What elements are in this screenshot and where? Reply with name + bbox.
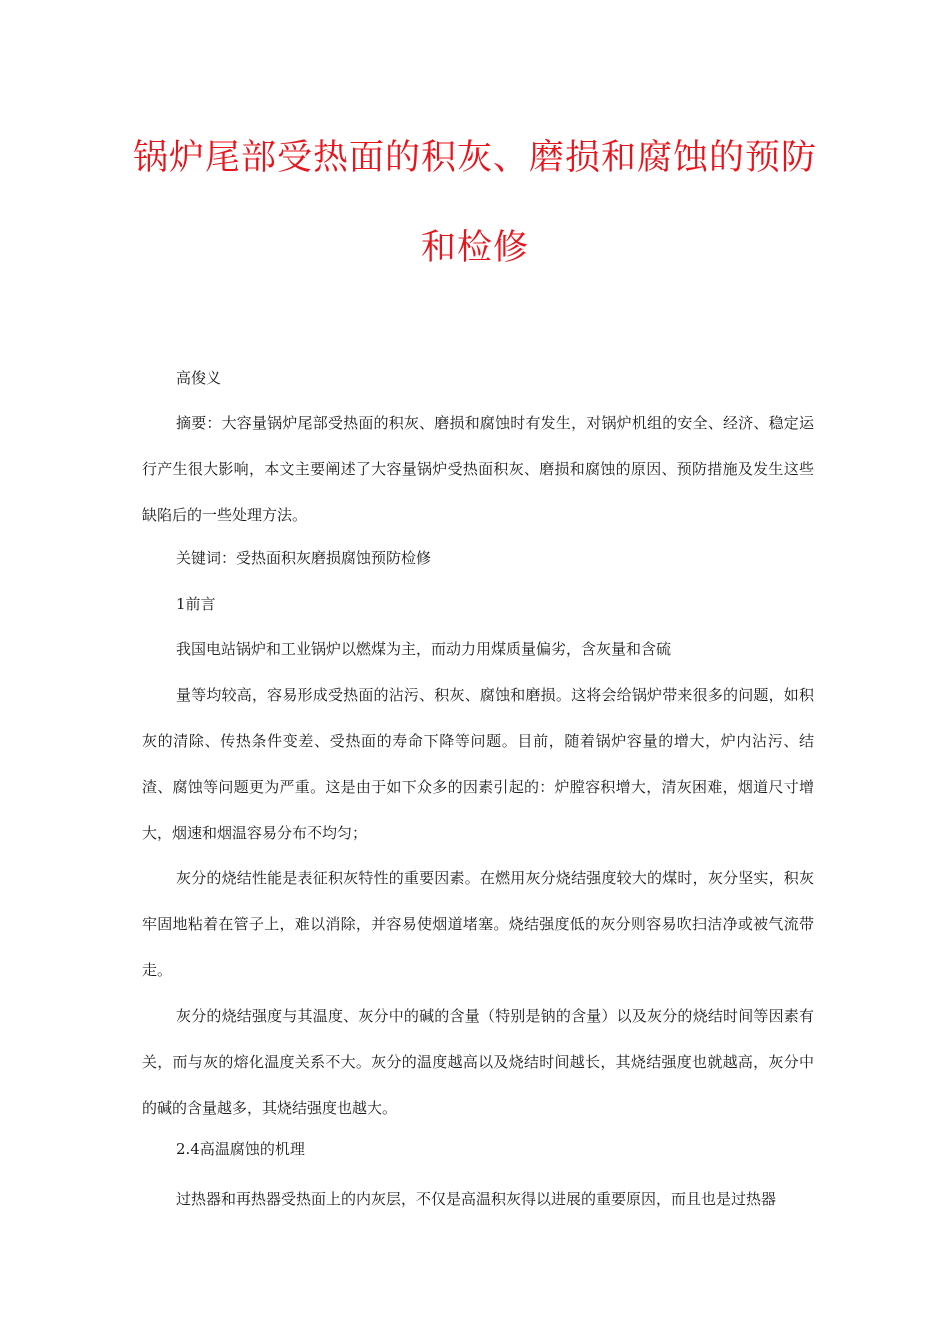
abstract-paragraph: 摘要：大容量锅炉尾部受热面的积灰、磨损和腐蚀时有发生，对锅炉机组的安全、经济、稳定运行产生很大影响，本文主要阐述了大容量锅炉受热面积灰、磨损和腐蚀的原因、预防措施及发生这些缺陷后的一些处理方法。 xyxy=(142,414,814,524)
section-heading-preface: 1前言 xyxy=(176,595,216,613)
intro-first-line: 我国电站锅炉和工业锅炉以燃煤为主，而动力用煤质量偏劣，含灰量和含硫 xyxy=(176,640,672,658)
section-heading-high-temp-corrosion: 2.4高温腐蚀的机理 xyxy=(176,1140,305,1158)
document-title-line1: 锅炉尾部受热面的积灰、磨损和腐蚀的预防 xyxy=(132,138,817,178)
document-title-line2: 和检修 xyxy=(420,228,529,268)
author-name: 高俊义 xyxy=(176,369,222,387)
keywords-line: 关键词：受热面积灰磨损腐蚀预防检修 xyxy=(176,549,432,567)
sinter-paragraph-2: 灰分的烧结强度与其温度、灰分中的碱的含量（特别是钠的含量）以及灰分的烧结时间等因素有关，而与灰的熔化温度关系不大。灰分的温度越高以及烧结时间越长，其烧结强度也就越高，灰分中的碱的含量越多，其烧结强度也越大。 xyxy=(142,1007,814,1117)
last-paragraph: 过热器和再热器受热面上的内灰层，不仅是高温积灰得以进展的重要原因，而且也是过热器 xyxy=(176,1190,777,1208)
intro-paragraph: 量等均较高，容易形成受热面的沾污、积灰、腐蚀和磨损。这将会给锅炉带来很多的问题，如积灰的清除、传热条件变差、受热面的寿命下降等问题。目前，随着锅炉容量的增大，炉内沾污、结渣、腐蚀等问题更为严重。这是由于如下众多的因素引起的：炉膛容积增大，清灰困难，烟道尺寸增大，烟速和烟温容易分布不均匀； xyxy=(142,686,814,842)
sinter-paragraph-1: 灰分的烧结性能是表征积灰特性的重要因素。在燃用灰分烧结强度较大的煤时，灰分坚实，积灰牢固地粘着在管子上，难以消除，并容易使烟道堵塞。烧结强度低的灰分则容易吹扫洁净或被气流带走。 xyxy=(142,869,814,979)
